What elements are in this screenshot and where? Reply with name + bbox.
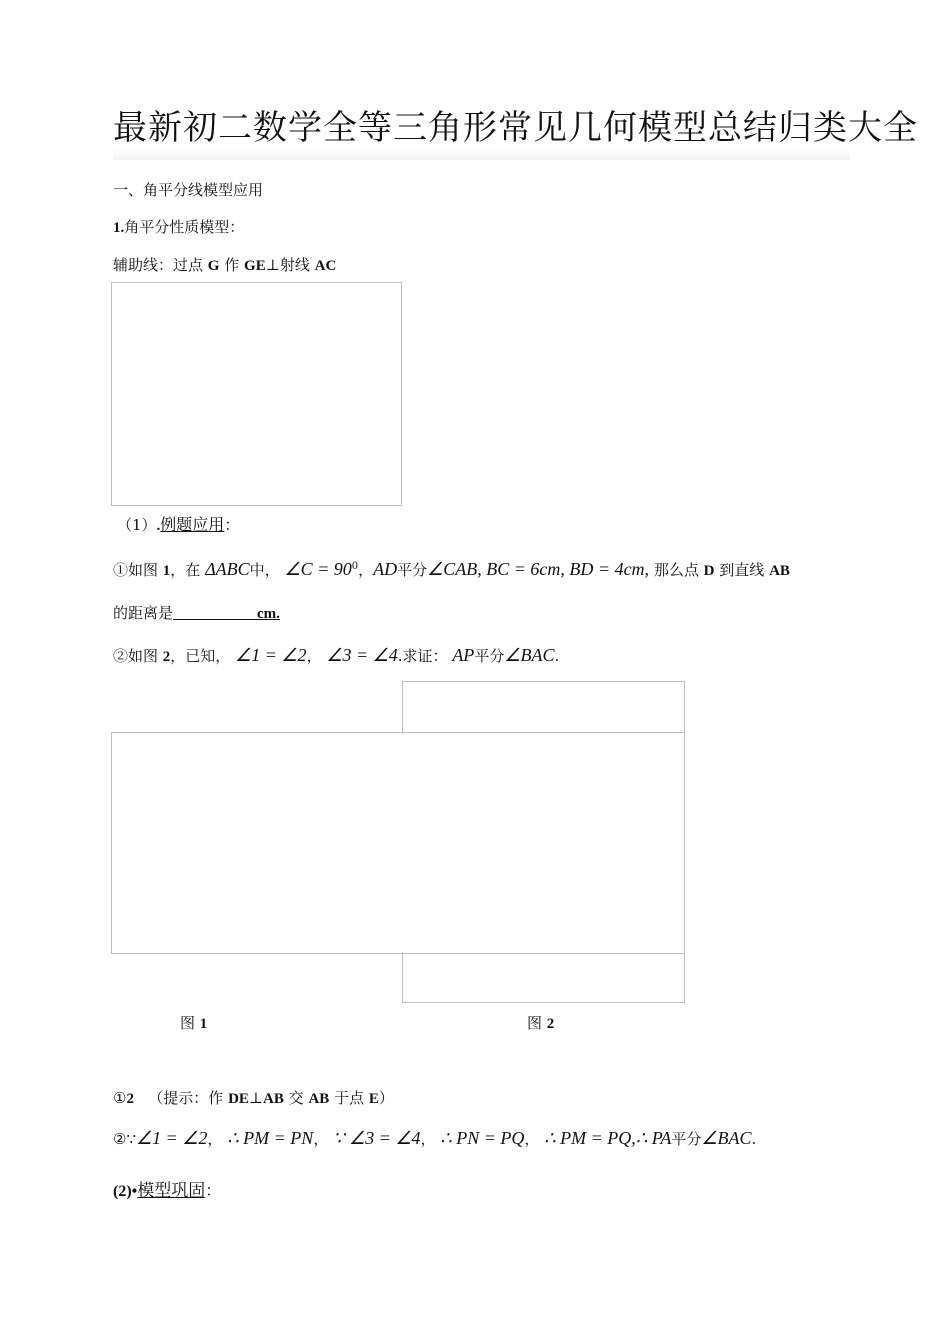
- figure-2-top-placeholder: [402, 681, 685, 734]
- example-colon: ：: [224, 516, 240, 534]
- a2-c1: ，: [207, 1130, 223, 1148]
- section-heading-angle-bisector: 一、角平分线模型应用: [113, 181, 264, 199]
- q1-lead: ①如图: [113, 561, 159, 579]
- q2-pre: ，已知，: [170, 647, 231, 665]
- q2-lead: ②如图: [113, 647, 159, 665]
- a2-s2: ∴ PM = PN: [227, 1128, 314, 1148]
- q2-dot: .: [397, 647, 403, 665]
- subsection-number: 1.: [113, 220, 125, 236]
- a1-de: DE: [228, 1091, 249, 1107]
- a1-ab2: AB: [308, 1091, 330, 1107]
- a2-c2: ，: [313, 1130, 329, 1148]
- answer-blank: [173, 603, 257, 620]
- a2-s3: ∵ ∠3 = ∠4: [333, 1128, 421, 1148]
- a2-s6: ∠BAC: [701, 1128, 752, 1148]
- q2-qiu: 求证：: [402, 647, 448, 665]
- a2-end: .: [751, 1130, 757, 1148]
- q2-fig: 2: [162, 649, 171, 665]
- q1-fig: 1: [162, 563, 171, 579]
- q1-zhong: 中，: [249, 561, 280, 579]
- question-1-line2: [113, 603, 280, 624]
- a2-s1: ∠1 = ∠2: [136, 1128, 208, 1148]
- figure-1-label: [180, 1013, 207, 1034]
- aux-ray: 射线: [279, 256, 310, 274]
- a2-lead: ②∵: [113, 1130, 136, 1148]
- aux-mid: 作: [224, 256, 240, 274]
- fig2-num: 2: [546, 1016, 555, 1032]
- q1-degree: 0: [351, 561, 359, 572]
- example-text: 例题应用: [160, 515, 225, 534]
- a1-value: 2: [126, 1091, 134, 1107]
- question-2: [113, 645, 559, 667]
- aux-perp: ⊥: [265, 256, 280, 274]
- subsection-text: 角平分性质模型：: [124, 218, 245, 236]
- q1-tail1: 那么点: [653, 561, 699, 579]
- auxiliary-line-note: [113, 255, 336, 276]
- a1-ab: AB: [263, 1091, 284, 1107]
- a2-s4: ∴ PN = PQ: [440, 1128, 525, 1148]
- q2-bac: ∠BAC: [504, 645, 555, 665]
- a2-c3: ，: [420, 1130, 436, 1148]
- example-heading: [117, 514, 239, 536]
- q2-end: .: [554, 647, 560, 665]
- section-model-consolidation: [113, 1180, 221, 1203]
- example-num: （1）: [117, 516, 157, 534]
- s2-dot: •: [131, 1183, 138, 1200]
- q1-pre: ，在: [170, 561, 201, 579]
- q1-triangle: ΔABC: [205, 559, 250, 579]
- aux-prefix: 辅助线：过点: [113, 256, 204, 274]
- q1-comma: ，: [358, 561, 374, 579]
- q2-ap: AP: [452, 645, 475, 665]
- a2-ping: 平分: [671, 1130, 702, 1148]
- q2-angle34: ∠3 = ∠4: [326, 645, 398, 665]
- a1-jiao: 交: [288, 1089, 304, 1107]
- example-dot: .: [156, 518, 161, 534]
- fig1-char: 图: [180, 1014, 196, 1032]
- s2-num: (2): [113, 1183, 132, 1200]
- a2-c4: ，: [524, 1130, 540, 1148]
- a1-lead: ①: [113, 1089, 127, 1107]
- q1-tail2: 到直线: [719, 561, 765, 579]
- answer-1: [113, 1088, 394, 1109]
- q1-cab: ∠CAB, BC = 6cm, BD = 4cm,: [427, 559, 650, 579]
- a1-e: E: [368, 1091, 379, 1107]
- fig1-num: 1: [199, 1016, 208, 1032]
- q1-point-d: D: [703, 563, 715, 579]
- a1-hint-pre: （提示：作: [148, 1089, 224, 1107]
- a2-s5: ∴ PM = PQ,∴ PA: [544, 1128, 672, 1148]
- fig2-char: 图: [527, 1014, 543, 1032]
- a1-yu: 于点: [334, 1089, 365, 1107]
- page-title: 最新初二数学全等三角形常见几何模型总结归类大全: [113, 104, 850, 160]
- figure-2-label: [527, 1013, 554, 1034]
- subsection-angle-bisector-property: [113, 217, 244, 238]
- s2-text: 模型巩固: [137, 1181, 206, 1201]
- figure-placeholder-model: [111, 282, 402, 506]
- figure-2-bottom-placeholder: [402, 952, 685, 1003]
- q1-unit: cm.: [257, 606, 280, 622]
- aux-ac: AC: [314, 258, 337, 274]
- q1-ad: AD: [373, 559, 398, 579]
- aux-point-g: G: [207, 258, 220, 274]
- answer-2: [113, 1128, 756, 1149]
- q2-ping: 平分: [474, 647, 505, 665]
- q1-ping: 平分: [397, 561, 428, 579]
- q1-distance-text: 的距离是: [113, 604, 174, 622]
- q1-ab: AB: [769, 563, 790, 579]
- a1-perp: ⊥: [248, 1089, 264, 1107]
- s2-colon: ：: [205, 1181, 222, 1200]
- q1-angle: ∠C = 90: [284, 559, 352, 579]
- q2-angle12: ∠1 = ∠2: [235, 645, 307, 665]
- q2-sep: ，: [306, 647, 322, 665]
- figure-1-placeholder: [111, 732, 685, 954]
- aux-segment-ge: GE: [244, 258, 266, 274]
- a1-close: ）: [378, 1089, 394, 1107]
- question-1: [113, 557, 790, 581]
